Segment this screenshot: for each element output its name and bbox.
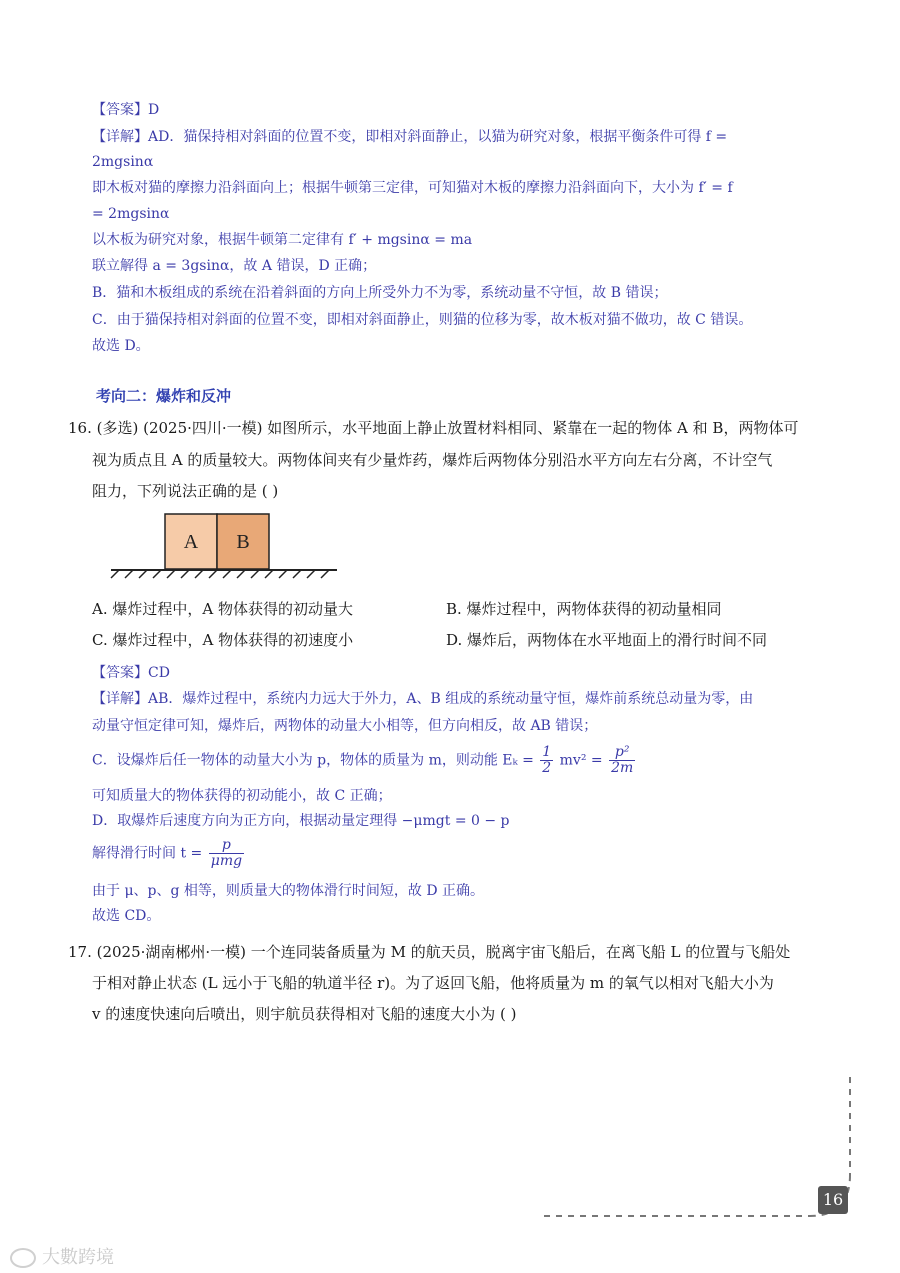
option-b: B. 爆炸过程中，两物体获得的初动量相同: [446, 600, 722, 618]
question-stem: 于相对静止状态 (L 远小于飞船的轨道半径 r)。为了返回飞船，他将质量为 m 的氧气以相对飞船大小为: [92, 974, 774, 992]
solution-line: 2mgsinα: [92, 154, 154, 170]
question-stem: 阻力，下列说法正确的是 ( ): [92, 482, 279, 500]
solution-line: 故选 CD。: [92, 908, 161, 924]
page-number: 16: [818, 1186, 848, 1214]
option-d: D. 爆炸后，两物体在水平地面上的滑行时间不同: [446, 631, 768, 649]
watermark-logo-icon: [10, 1248, 36, 1268]
solution-line: D．取爆炸后速度方向为正方向，根据动量定理得 −μmgt = 0 − p: [92, 813, 510, 829]
ground-hatch: [111, 570, 329, 578]
question-stem: v 的速度快速向后喷出，则宇航员获得相对飞船的速度大小为 ( ): [92, 1005, 517, 1023]
fraction-numerator: p: [209, 838, 244, 854]
solution-line: 【详解】AB．爆炸过程中，系统内力远大于外力，A、B 组成的系统动量守恒，爆炸前系统总动量为零，由: [92, 691, 754, 707]
fraction-time: [209, 838, 244, 869]
text-fragment: 解得滑行时间 t =: [92, 845, 203, 862]
question-stem: 17. (2025·湖南郴州·一模) 一个连同装备质量为 M 的航天员，脱离宇宙飞船后，在离飞船 L 的位置与飞船处: [68, 943, 791, 961]
solution-line-time: [92, 838, 246, 869]
answer-q15: 【答案】D: [92, 102, 160, 118]
option-c: C. 爆炸过程中，A 物体获得的初速度小: [92, 631, 354, 649]
fraction-numerator: 1: [542, 744, 552, 760]
watermark-text: 大數跨境: [42, 1247, 114, 1267]
block-b-label: B: [236, 531, 250, 553]
fraction-half: [540, 745, 553, 776]
question-stem: 16. (多选) (2025·四川·一模) 如图所示，水平地面上静止放置材料相同、紧靠在一起的物体 A 和 B，两物体可: [68, 419, 799, 437]
question-stem: 视为质点且 A 的质量较大。两物体间夹有少量炸药，爆炸后两物体分别沿水平方向左右分离，不计空气: [92, 451, 773, 469]
solution-line: 【详解】AD．猫保持相对斜面的位置不变，即相对斜面静止，以猫为研究对象，根据平衡条件可得 f =: [92, 129, 728, 145]
fraction-numerator: p²: [609, 745, 635, 761]
watermark: [10, 1243, 114, 1269]
blocks-diagram: [105, 508, 345, 583]
solution-line: B．猫和木板组成的系统在沿着斜面的方向上所受外力不为零，系统动量不守恒，故 B 错误；: [92, 285, 668, 301]
solution-line: 即木板对猫的摩擦力沿斜面向上；根据牛顿第三定律，可知猫对木板的摩擦力沿斜面向下，大小为 f′ = f: [92, 180, 733, 196]
answer-q16: 【答案】CD: [92, 665, 170, 681]
page-corner-decoration: [540, 1075, 860, 1225]
text-fragment: C．设爆炸后任一物体的动量大小为 p，物体的质量为 m，则动能 Eₖ =: [92, 752, 534, 769]
block-a-label: A: [183, 531, 199, 553]
solution-line: 由于 μ、p、g 相等，则质量大的物体滑行时间短，故 D 正确。: [92, 883, 485, 899]
solution-line: = 2mgsinα: [92, 206, 170, 222]
solution-line: 故选 D。: [92, 338, 150, 354]
fraction-denominator: 2m: [611, 760, 634, 776]
solution-line: 以木板为研究对象，根据牛顿第二定律有 f′ + mgsinα = ma: [92, 232, 473, 248]
fraction-denominator: 2: [542, 760, 552, 776]
solution-line: 动量守恒定律可知，爆炸后，两物体的动量大小相等，但方向相反，故 AB 错误；: [92, 718, 598, 734]
option-a: A. 爆炸过程中，A 物体获得的初动量大: [92, 600, 353, 618]
solution-line-kinetic: [92, 745, 637, 776]
solution-line: C．由于猫保持相对斜面的位置不变，即相对斜面静止，则猫的位移为零，故木板对猫不做功，故 C 错误。: [92, 312, 753, 328]
text-fragment: mv² =: [559, 752, 603, 769]
fraction-denominator: μmg: [210, 853, 243, 869]
section-title: 考向二：爆炸和反冲: [96, 387, 232, 405]
solution-line: 可知质量大的物体获得的初动能小，故 C 正确；: [92, 788, 392, 804]
solution-line: 联立解得 a = 3gsinα，故 A 错误，D 正确；: [92, 258, 377, 274]
fraction-p2-2m: [609, 745, 635, 776]
